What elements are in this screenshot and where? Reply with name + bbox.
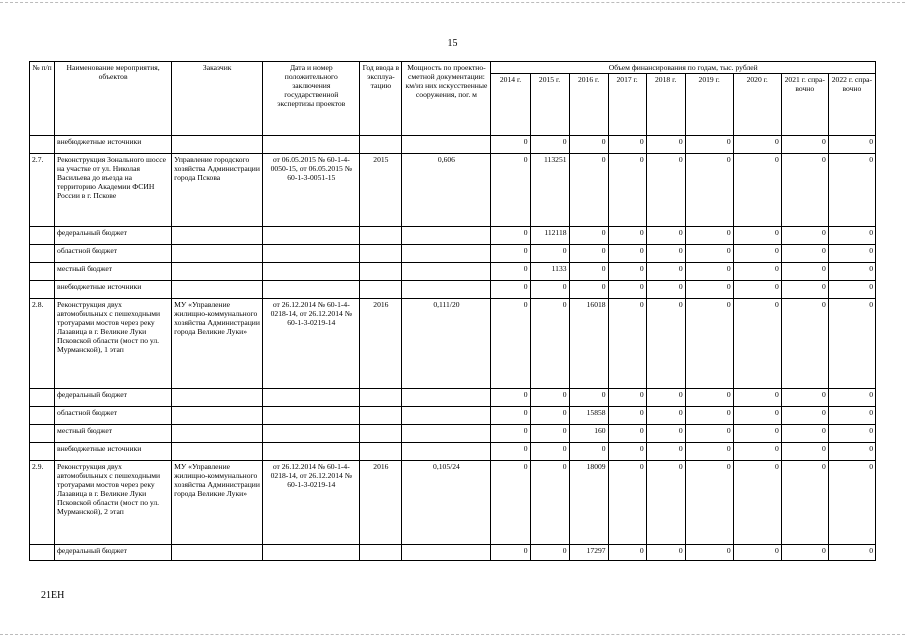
table-row	[30, 281, 876, 299]
row-number	[30, 263, 55, 281]
funding-cell: 0	[608, 407, 646, 425]
row-number	[30, 245, 55, 263]
funding-cell: 0	[685, 545, 733, 561]
header-year-col: 2022 г. спра-вочно	[828, 74, 875, 136]
row-year	[360, 136, 402, 154]
funding-cell: 0	[569, 136, 608, 154]
funding-cell: 0	[491, 227, 530, 245]
funding-cell: 0	[733, 263, 781, 281]
funding-cell: 0	[491, 389, 530, 407]
funding-cell: 0	[491, 443, 530, 461]
row-capacity	[402, 263, 491, 281]
row-name: областной бюджет	[55, 245, 172, 263]
funding-cell: 0	[646, 389, 685, 407]
funding-cell: 0	[685, 245, 733, 263]
row-capacity	[402, 227, 491, 245]
row-name: местный бюджет	[55, 425, 172, 443]
table-row	[30, 299, 876, 389]
row-capacity	[402, 136, 491, 154]
page-number: 15	[447, 38, 458, 49]
funding-cell: 0	[530, 136, 569, 154]
row-number	[30, 389, 55, 407]
row-expertise	[263, 281, 360, 299]
funding-cell: 0	[685, 443, 733, 461]
row-expertise	[263, 389, 360, 407]
row-name: Реконструкция двух автомобильных с пешеходными тротуарами мостов через реку Лазавица в г. Великие Луки Псковской области (мост по ул. Мурманской), 1 этап	[55, 299, 172, 389]
row-number: 2.9.	[30, 461, 55, 545]
table-row	[30, 443, 876, 461]
row-year	[360, 425, 402, 443]
funding-cell: 0	[646, 136, 685, 154]
header-funding: Объем финансирования по годам, тыс. рублей	[491, 62, 876, 74]
funding-cell: 0	[828, 299, 875, 389]
row-year	[360, 443, 402, 461]
footer-code: 21ЕН	[41, 590, 65, 601]
funding-cell: 0	[646, 407, 685, 425]
funding-cell: 0	[608, 245, 646, 263]
funding-cell: 0	[608, 154, 646, 227]
funding-cell: 0	[733, 227, 781, 245]
funding-cell: 0	[530, 407, 569, 425]
funding-cell: 0	[569, 263, 608, 281]
funding-cell: 113251	[530, 154, 569, 227]
funding-cell: 112118	[530, 227, 569, 245]
funding-cell: 0	[685, 136, 733, 154]
funding-cell: 0	[608, 281, 646, 299]
funding-cell: 0	[491, 245, 530, 263]
row-capacity	[402, 245, 491, 263]
funding-cell: 0	[608, 136, 646, 154]
row-customer	[172, 407, 263, 425]
funding-cell: 16018	[569, 299, 608, 389]
row-customer	[172, 281, 263, 299]
row-expertise	[263, 263, 360, 281]
funding-cell: 0	[781, 545, 828, 561]
funding-cell: 0	[491, 461, 530, 545]
funding-table	[29, 61, 876, 561]
row-customer	[172, 425, 263, 443]
row-expertise	[263, 545, 360, 561]
funding-cell: 0	[491, 263, 530, 281]
funding-cell: 0	[491, 407, 530, 425]
header-year-col: 2017 г.	[608, 74, 646, 136]
table-row	[30, 425, 876, 443]
row-number: 2.7.	[30, 154, 55, 227]
funding-cell: 0	[646, 245, 685, 263]
funding-cell: 0	[733, 389, 781, 407]
funding-cell: 0	[781, 263, 828, 281]
row-year	[360, 245, 402, 263]
funding-cell: 0	[828, 425, 875, 443]
table-row	[30, 245, 876, 263]
funding-cell: 0	[569, 227, 608, 245]
funding-cell: 0	[608, 263, 646, 281]
funding-cell: 1133	[530, 263, 569, 281]
header-year-col: 2014 г.	[491, 74, 530, 136]
row-expertise: от 26.12.2014 № 60-1-4-0218-14, от 26.12.2014 № 60-1-3-0219-14	[263, 461, 360, 545]
funding-cell: 15858	[569, 407, 608, 425]
funding-cell: 0	[733, 281, 781, 299]
funding-cell: 0	[733, 154, 781, 227]
funding-cell: 0	[733, 461, 781, 545]
funding-cell: 0	[530, 299, 569, 389]
funding-cell: 0	[646, 154, 685, 227]
funding-cell: 0	[828, 389, 875, 407]
funding-cell: 0	[608, 299, 646, 389]
header-year-col: 2019 г.	[685, 74, 733, 136]
funding-cell: 0	[828, 263, 875, 281]
row-year: 2016	[360, 299, 402, 389]
funding-cell: 0	[491, 136, 530, 154]
funding-cell: 0	[685, 299, 733, 389]
row-name: федеральный бюджет	[55, 545, 172, 561]
row-number	[30, 425, 55, 443]
funding-cell: 0	[685, 389, 733, 407]
funding-cell: 0	[685, 407, 733, 425]
funding-cell: 0	[685, 154, 733, 227]
table-row	[30, 545, 876, 561]
funding-cell: 0	[491, 425, 530, 443]
row-expertise	[263, 425, 360, 443]
funding-cell: 0	[828, 281, 875, 299]
row-number	[30, 407, 55, 425]
funding-cell: 0	[781, 281, 828, 299]
row-capacity	[402, 389, 491, 407]
funding-cell: 0	[530, 245, 569, 263]
funding-cell: 0	[608, 545, 646, 561]
row-name: внебюджетные источники	[55, 443, 172, 461]
funding-cell: 0	[491, 545, 530, 561]
funding-cell: 0	[781, 227, 828, 245]
funding-cell: 0	[828, 443, 875, 461]
row-expertise	[263, 245, 360, 263]
funding-cell: 0	[828, 461, 875, 545]
row-capacity: 0,105/24	[402, 461, 491, 545]
row-capacity: 0,606	[402, 154, 491, 227]
funding-cell: 0	[491, 154, 530, 227]
funding-cell: 0	[828, 545, 875, 561]
funding-cell: 0	[781, 389, 828, 407]
funding-cell: 0	[646, 281, 685, 299]
header-year-col: 2016 г.	[569, 74, 608, 136]
funding-cell: 0	[685, 281, 733, 299]
funding-cell: 0	[781, 443, 828, 461]
funding-cell: 0	[608, 461, 646, 545]
funding-cell: 0	[781, 245, 828, 263]
funding-cell: 0	[530, 281, 569, 299]
table-row	[30, 389, 876, 407]
row-expertise: от 06.05.2015 № 60-1-4-0050-15, от 06.05.2015 № 60-1-3-0051-15	[263, 154, 360, 227]
funding-cell: 0	[781, 407, 828, 425]
header-num: № п/п	[30, 62, 55, 136]
row-year	[360, 227, 402, 245]
row-customer	[172, 227, 263, 245]
funding-cell: 0	[781, 425, 828, 443]
funding-cell: 0	[646, 443, 685, 461]
table-row	[30, 263, 876, 281]
header-expertise: Дата и номер положительного заключения государственной экспертизы проектов	[263, 62, 360, 136]
funding-cell: 0	[781, 461, 828, 545]
funding-cell: 0	[491, 299, 530, 389]
table-row	[30, 227, 876, 245]
funding-cell: 0	[646, 227, 685, 245]
row-customer: Управление городского хозяйства Администрации города Пскова	[172, 154, 263, 227]
header-capacity: Мощность по проектно-сметной документации: км/из них искусственные сооружения, пог. м	[402, 62, 491, 136]
row-expertise	[263, 136, 360, 154]
header-year-col: 2021 г. спра-вочно	[781, 74, 828, 136]
funding-cell: 17297	[569, 545, 608, 561]
row-capacity	[402, 407, 491, 425]
row-customer	[172, 263, 263, 281]
funding-cell: 0	[733, 136, 781, 154]
row-customer	[172, 443, 263, 461]
funding-cell: 0	[646, 299, 685, 389]
header-year-col: 2018 г.	[646, 74, 685, 136]
funding-cell: 0	[828, 136, 875, 154]
funding-cell: 0	[828, 245, 875, 263]
funding-cell: 0	[530, 461, 569, 545]
funding-cell: 0	[530, 425, 569, 443]
funding-cell: 0	[569, 245, 608, 263]
row-year	[360, 281, 402, 299]
row-customer	[172, 136, 263, 154]
funding-cell: 0	[530, 389, 569, 407]
scan-edge-bottom	[0, 634, 905, 635]
row-expertise	[263, 443, 360, 461]
row-capacity	[402, 545, 491, 561]
funding-cell: 0	[646, 425, 685, 443]
funding-cell: 0	[733, 299, 781, 389]
row-name: федеральный бюджет	[55, 389, 172, 407]
funding-cell: 0	[781, 299, 828, 389]
row-name: внебюджетные источники	[55, 136, 172, 154]
funding-cell: 0	[569, 154, 608, 227]
scan-edge-top	[0, 2, 905, 3]
funding-cell: 0	[569, 443, 608, 461]
header-name: Наименование мероприятия, объектов	[55, 62, 172, 136]
row-customer	[172, 245, 263, 263]
funding-cell: 0	[530, 443, 569, 461]
funding-cell: 0	[608, 389, 646, 407]
funding-cell: 0	[608, 227, 646, 245]
row-name: Реконструкция двух автомобильных с пешеходными тротуарами мостов через реку Лазавица в г. Великие Луки Псковской области (мост по ул. Мурманской), 2 этап	[55, 461, 172, 545]
funding-cell: 0	[781, 154, 828, 227]
funding-cell: 18009	[569, 461, 608, 545]
row-year	[360, 389, 402, 407]
row-capacity	[402, 281, 491, 299]
row-year: 2015	[360, 154, 402, 227]
row-name: внебюджетные источники	[55, 281, 172, 299]
row-expertise	[263, 407, 360, 425]
row-name: Реконструкция Зонального шоссе на участке от ул. Николая Васильева до въезда на территорию Академии ФСИН России в г. Пскове	[55, 154, 172, 227]
funding-cell: 0	[828, 227, 875, 245]
funding-cell: 0	[608, 443, 646, 461]
row-expertise: от 26.12.2014 № 60-1-4-0218-14, от 26.12.2014 № 60-1-3-0219-14	[263, 299, 360, 389]
row-capacity	[402, 425, 491, 443]
row-year	[360, 407, 402, 425]
funding-cell: 0	[569, 281, 608, 299]
funding-cell: 0	[781, 136, 828, 154]
row-name: местный бюджет	[55, 263, 172, 281]
header-year-col: 2020 г.	[733, 74, 781, 136]
row-customer	[172, 545, 263, 561]
funding-cell: 0	[733, 545, 781, 561]
header-customer: Заказчик	[172, 62, 263, 136]
row-name: федеральный бюджет	[55, 227, 172, 245]
row-number	[30, 227, 55, 245]
row-year: 2016	[360, 461, 402, 545]
funding-cell: 0	[828, 154, 875, 227]
funding-cell: 0	[685, 461, 733, 545]
table-row	[30, 461, 876, 545]
funding-cell: 0	[685, 227, 733, 245]
funding-cell: 0	[685, 425, 733, 443]
funding-cell: 0	[530, 545, 569, 561]
row-year	[360, 545, 402, 561]
table-row	[30, 154, 876, 227]
funding-cell: 0	[733, 407, 781, 425]
funding-cell: 0	[646, 461, 685, 545]
row-number	[30, 545, 55, 561]
funding-cell: 0	[608, 425, 646, 443]
funding-cell: 0	[646, 545, 685, 561]
funding-cell: 0	[491, 281, 530, 299]
row-customer: МУ «Управление жилищно-коммунального хозяйства Администрации города Великие Луки»	[172, 299, 263, 389]
row-customer: МУ «Управление жилищно-коммунального хозяйства Администрации города Великие Луки»	[172, 461, 263, 545]
funding-cell: 0	[646, 263, 685, 281]
row-number	[30, 136, 55, 154]
row-number	[30, 281, 55, 299]
table-row	[30, 407, 876, 425]
funding-cell: 0	[733, 443, 781, 461]
row-year	[360, 263, 402, 281]
header-year-col: 2015 г.	[530, 74, 569, 136]
row-number: 2.8.	[30, 299, 55, 389]
table-row	[30, 136, 876, 154]
funding-cell: 0	[569, 389, 608, 407]
funding-cell: 0	[733, 425, 781, 443]
funding-cell: 0	[733, 245, 781, 263]
funding-cell: 160	[569, 425, 608, 443]
row-customer	[172, 389, 263, 407]
row-capacity: 0,111/20	[402, 299, 491, 389]
row-name: областной бюджет	[55, 407, 172, 425]
table-body	[30, 136, 876, 561]
funding-cell: 0	[685, 263, 733, 281]
header-year: Год ввода в эксплуа-тацию	[360, 62, 402, 136]
funding-cell: 0	[828, 407, 875, 425]
row-number	[30, 443, 55, 461]
row-capacity	[402, 443, 491, 461]
row-expertise	[263, 227, 360, 245]
